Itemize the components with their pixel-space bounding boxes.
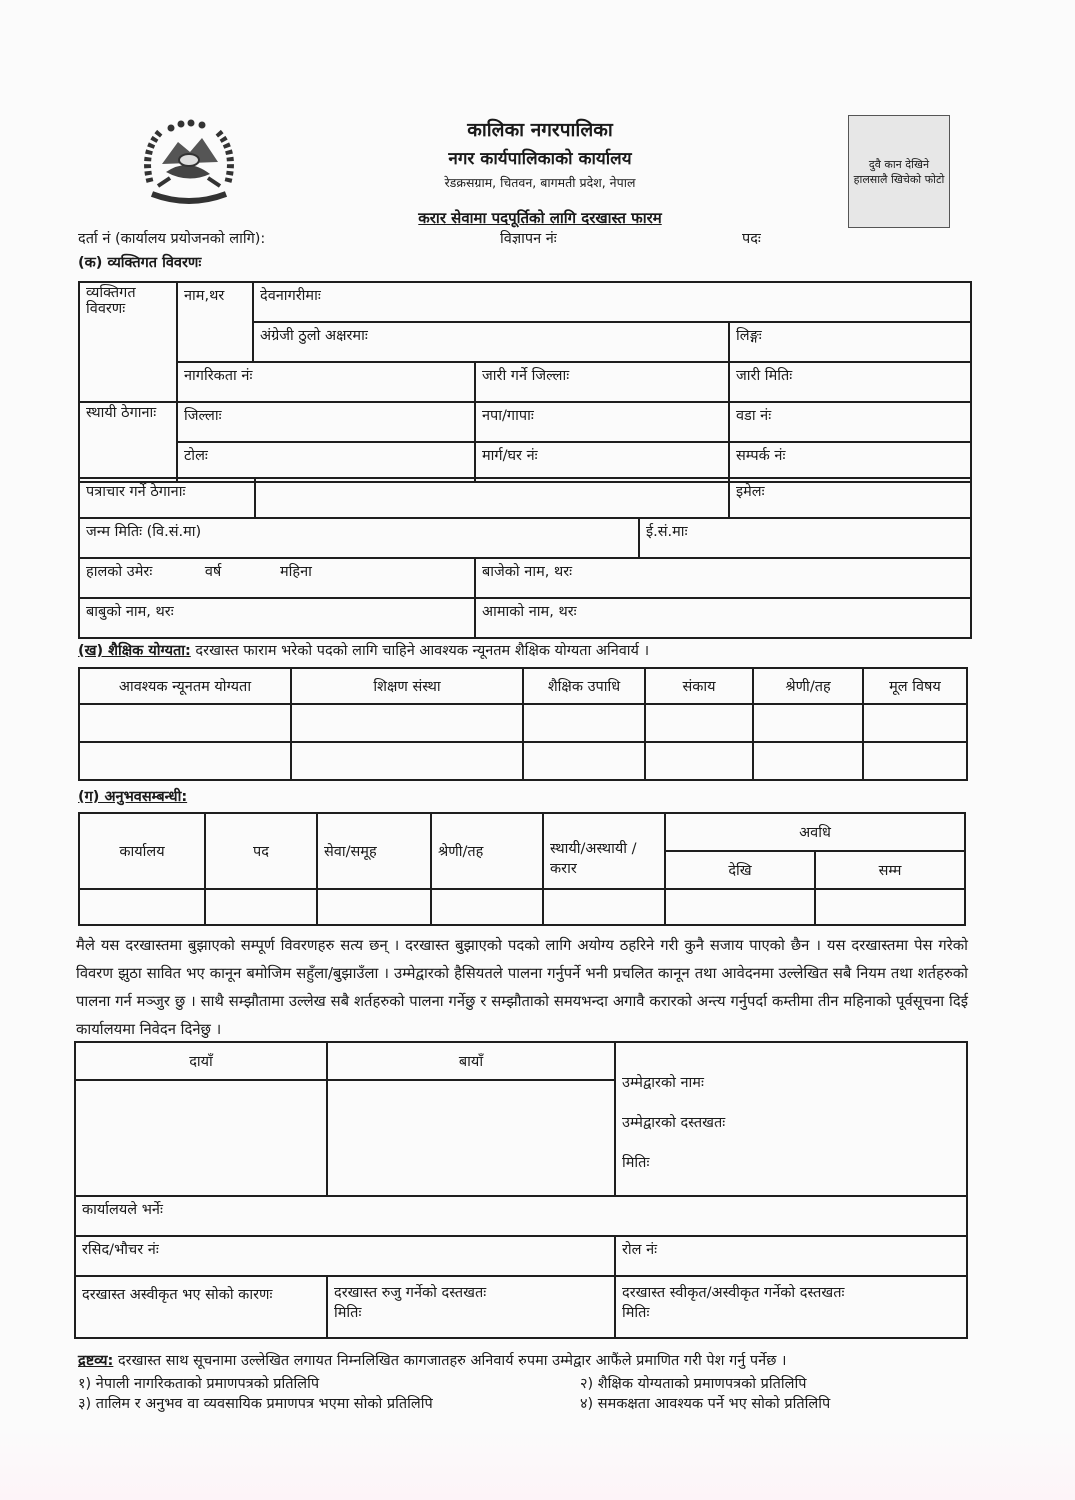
current-age-field[interactable]	[79, 558, 475, 598]
edu-col-faculty: संकाय	[645, 668, 753, 704]
edu-cell[interactable]	[291, 704, 523, 742]
section-b-description: दरखास्त फाराम भरेको पदको लागि चाहिने आवश्यक न्यूनतम शैक्षिक योग्यता अनिवार्य ।	[190, 643, 650, 659]
district-field[interactable]	[177, 402, 475, 442]
edu-col-institution: शिक्षण संस्था	[291, 668, 523, 704]
edu-cell[interactable]	[523, 704, 645, 742]
exp-col-duration: अवधि	[665, 813, 965, 851]
page-bottom-tint	[0, 1430, 1075, 1500]
english-caps-label: अंग्रेजी ठुलो अक्षरमाः	[260, 328, 368, 344]
registration-no-label: दर्ता नं (कार्यालय प्रयोजनको लागि):	[78, 231, 266, 247]
exp-col-level: श्रेणी/तह	[431, 813, 543, 889]
table-row	[79, 704, 967, 742]
notes-text: दरखास्त साथ सूचनामा उल्लेखित लगायत निम्नलिखित कागजातहरु अनिवार्य रुपमा उम्मेद्वार आफैंले प्रमाणित गरी पेश गर्नु पर्नेछ ।	[113, 1353, 787, 1369]
father-label: बाबुको नाम, थरः	[86, 604, 174, 620]
candidate-date-field[interactable]: मितिः	[622, 1155, 650, 1171]
signature-table	[74, 1041, 968, 1197]
exp-col-service-group: सेवा/समूह	[317, 813, 431, 889]
office-use-table	[74, 1195, 968, 1339]
personal-details-table	[78, 281, 972, 483]
name-english-field[interactable]	[253, 322, 729, 362]
section-c-heading: (ग) अनुभवसम्बन्धी:	[78, 789, 188, 805]
office-use-title: कार्यालयले भर्नेः	[75, 1196, 967, 1236]
exp-cell[interactable]	[205, 889, 317, 925]
email-field[interactable]	[729, 478, 971, 518]
exp-col-from: देखि	[665, 851, 815, 889]
photo-box-label: दुवै कान देखिने हालसालै खिचेको फोटो	[853, 157, 945, 186]
post-label: पदः	[742, 231, 761, 247]
approver-date-label: मितिः	[622, 1305, 650, 1321]
verifier-signature-field[interactable]	[327, 1276, 615, 1338]
mother-label: आमाको नाम, थरः	[482, 604, 577, 620]
nepal-emblem-icon	[136, 112, 242, 212]
exp-col-employment-type: स्थायी/अस्थायी /करार	[543, 813, 665, 889]
issue-date-field[interactable]	[729, 362, 971, 402]
street-house-label: मार्ग/घर नंः	[482, 448, 538, 464]
exp-cell[interactable]	[815, 889, 965, 925]
mother-field[interactable]	[475, 598, 971, 638]
issue-district-label: जारी गर्ने जिल्लाः	[482, 368, 570, 384]
municipality-label: नपा/गापाः	[482, 408, 534, 424]
note-item-3: ३) तालिम र अनुभव वा व्यवसायिक प्रमाणपत्र भएमा सोको प्रतिलिपि	[78, 1396, 433, 1412]
edu-cell[interactable]	[645, 704, 753, 742]
street-house-field[interactable]	[475, 442, 729, 482]
exp-cell[interactable]	[543, 889, 665, 925]
exp-col-to: सम्म	[815, 851, 965, 889]
devanagari-label: देवनागरीमाः	[260, 288, 321, 304]
municipality-field[interactable]	[475, 402, 729, 442]
edu-cell[interactable]	[645, 742, 753, 780]
education-table	[78, 667, 968, 781]
roll-no-label: रोल नंः	[622, 1242, 658, 1258]
district-label: जिल्लाः	[184, 408, 222, 424]
tole-label: टोलः	[184, 448, 208, 464]
office-address: रेडक्रसग्राम, चितवन, बागमती प्रदेश, नेपाल	[444, 175, 636, 190]
declaration-text: मैले यस दरखास्तमा बुझाएको सम्पूर्ण विवरणहरु सत्य छन् । दरखास्त बुझाएको पदको लागि अयोग्य ठहरिने गरी कुनै सजाय पाएको छैन । यस दरखास्तमा पेस गरेको विवरण झुठा सावित भए कानून बमोजिम सहुँला/बुझाउँला । उम्मेद्वारको हैसियतले पालना गर्नुपर्ने भनी प्रचलित कानून तथा आवेदनमा उल्लेखित सबै नियम तथा शर्तहरुको पालना गर्न मञ्जुर छु । साथै सम्झौतामा उल्लेख सबै शर्तहरुको पालना गर्नेछु र सम्झौताको समयभन्दा अगावै करारको अन्त्य गर्नुपर्दा कम्तीमा तीन महिनाको पूर्वसूचना दिई कार्यालयमा निवेदन दिनेछु ।	[76, 937, 968, 1038]
exp-col-office: कार्यालय	[79, 813, 205, 889]
edu-col-division: श्रेणी/तह	[753, 668, 863, 704]
table-row	[79, 742, 967, 780]
edu-cell[interactable]	[291, 742, 523, 780]
dob-ad-label: ई.सं.माः	[646, 524, 688, 540]
verifier-date-label: मितिः	[334, 1305, 362, 1321]
right-thumb-header: दायाँ	[75, 1042, 327, 1080]
candidate-name-field[interactable]: उम्मेद्वारको नामः	[622, 1075, 704, 1091]
edu-cell[interactable]	[863, 742, 967, 780]
form-title: करार सेवामा पदपूर्तिको लागि दरखास्त फारम	[418, 209, 662, 227]
edu-cell[interactable]	[79, 704, 291, 742]
issue-district-field[interactable]	[475, 362, 729, 402]
email-label: इमेलः	[736, 484, 765, 500]
current-age-label: हालको उमेरः	[86, 564, 153, 580]
correspondence-address-field[interactable]	[255, 478, 729, 518]
grandfather-label: बाजेको नाम, थरः	[482, 564, 573, 580]
edu-cell[interactable]	[753, 742, 863, 780]
years-label: वर्ष	[204, 564, 222, 580]
family-table	[78, 557, 972, 639]
ward-no-field[interactable]	[729, 402, 971, 442]
note-item-4: ४) समकक्षता आवश्यक पर्ने भए सोको प्रतिलिपि	[580, 1396, 831, 1412]
permanent-address-label: स्थायी ठेगानाः	[79, 402, 177, 482]
exp-cell[interactable]	[79, 889, 205, 925]
section-b-title	[78, 640, 649, 660]
edu-cell[interactable]	[753, 704, 863, 742]
candidate-signature-field[interactable]: उम्मेद्वारको दस्तखतः	[622, 1115, 726, 1131]
correspondence-address-label: पत्राचार गर्ने ठेगानाः	[79, 478, 255, 518]
ward-no-label: वडा नंः	[736, 408, 772, 424]
rejection-reason-label: दरखास्त अस्वीकृत भए सोको कारणः	[82, 1287, 273, 1303]
citizenship-no-field[interactable]	[177, 362, 475, 402]
office-name: नगर कार्यपालिकाको कार्यालय	[448, 149, 632, 169]
edu-cell[interactable]	[523, 742, 645, 780]
left-thumb-header: बायाँ	[327, 1042, 615, 1080]
candidate-info-cell	[615, 1042, 967, 1196]
dob-bs-label: जन्म मितिः (वि.सं.मा)	[86, 524, 202, 540]
tole-field[interactable]	[177, 442, 475, 482]
experience-table	[78, 812, 966, 926]
contact-no-label: सम्पर्क नंः	[736, 448, 786, 464]
exp-col-post: पद	[205, 813, 317, 889]
dob-ad-field[interactable]	[639, 518, 971, 558]
exp-cell[interactable]	[431, 889, 543, 925]
right-thumbprint-box[interactable]	[75, 1080, 327, 1196]
approver-signature-field[interactable]	[615, 1276, 967, 1338]
correspondence-table	[78, 477, 972, 519]
name-devanagari-field[interactable]	[253, 282, 971, 322]
issue-date-label: जारी मितिः	[736, 368, 793, 384]
section-a-title: (क) व्यक्तिगत विवरणः	[78, 255, 202, 271]
rejection-reason-field[interactable]	[75, 1276, 327, 1338]
roll-no-field[interactable]	[615, 1236, 967, 1276]
citizenship-no-label: नागरिकता नंः	[184, 368, 253, 384]
personal-details-label: व्यक्तिगत विवरणः	[79, 282, 177, 402]
edu-cell[interactable]	[79, 742, 291, 780]
notes-label: द्रष्टव्य:	[78, 1353, 114, 1369]
gender-label: लिङ्गः	[736, 328, 762, 344]
exp-cell[interactable]	[317, 889, 431, 925]
dob-table	[78, 517, 972, 559]
edu-col-degree: शैक्षिक उपाधि	[523, 668, 645, 704]
months-label: महिना	[279, 564, 312, 580]
edu-col-min-qualification: आवश्यक न्यूनतम योग्यता	[79, 668, 291, 704]
father-field[interactable]	[79, 598, 475, 638]
edu-cell[interactable]	[863, 704, 967, 742]
photo-box[interactable]	[848, 115, 950, 228]
edu-col-major: मूल विषय	[863, 668, 967, 704]
note-item-1: १) नेपाली नागरिकताको प्रमाणपत्रको प्रतिलिपि	[78, 1376, 320, 1392]
receipt-no-field[interactable]	[75, 1236, 615, 1276]
exp-cell[interactable]	[665, 889, 815, 925]
note-item-2: २) शैक्षिक योग्यताको प्रमाणपत्रको प्रतिलिपि	[580, 1376, 807, 1392]
contact-no-field[interactable]	[729, 442, 971, 482]
approver-signature-label: दरखास्त स्वीकृत/अस्वीकृत गर्नेको दस्तखतः	[622, 1285, 845, 1301]
section-b-heading: (ख) शैक्षिक योग्यता:	[78, 643, 191, 659]
advertisement-no-label: विज्ञापन नंः	[500, 231, 557, 247]
section-c-title	[78, 786, 187, 806]
receipt-no-label: रसिद/भौचर नंः	[82, 1242, 159, 1258]
grandfather-field[interactable]	[475, 558, 971, 598]
left-thumbprint-box[interactable]	[327, 1080, 615, 1196]
dob-bs-field[interactable]	[79, 518, 639, 558]
org-name: कालिका नगरपालिका	[467, 119, 613, 141]
verifier-signature-label: दरखास्त रुजु गर्नेको दस्तखतः	[334, 1285, 487, 1301]
notes-line	[78, 1350, 978, 1370]
table-row	[79, 889, 965, 925]
gender-field[interactable]	[729, 322, 971, 362]
name-label: नाम,थर	[177, 282, 253, 362]
